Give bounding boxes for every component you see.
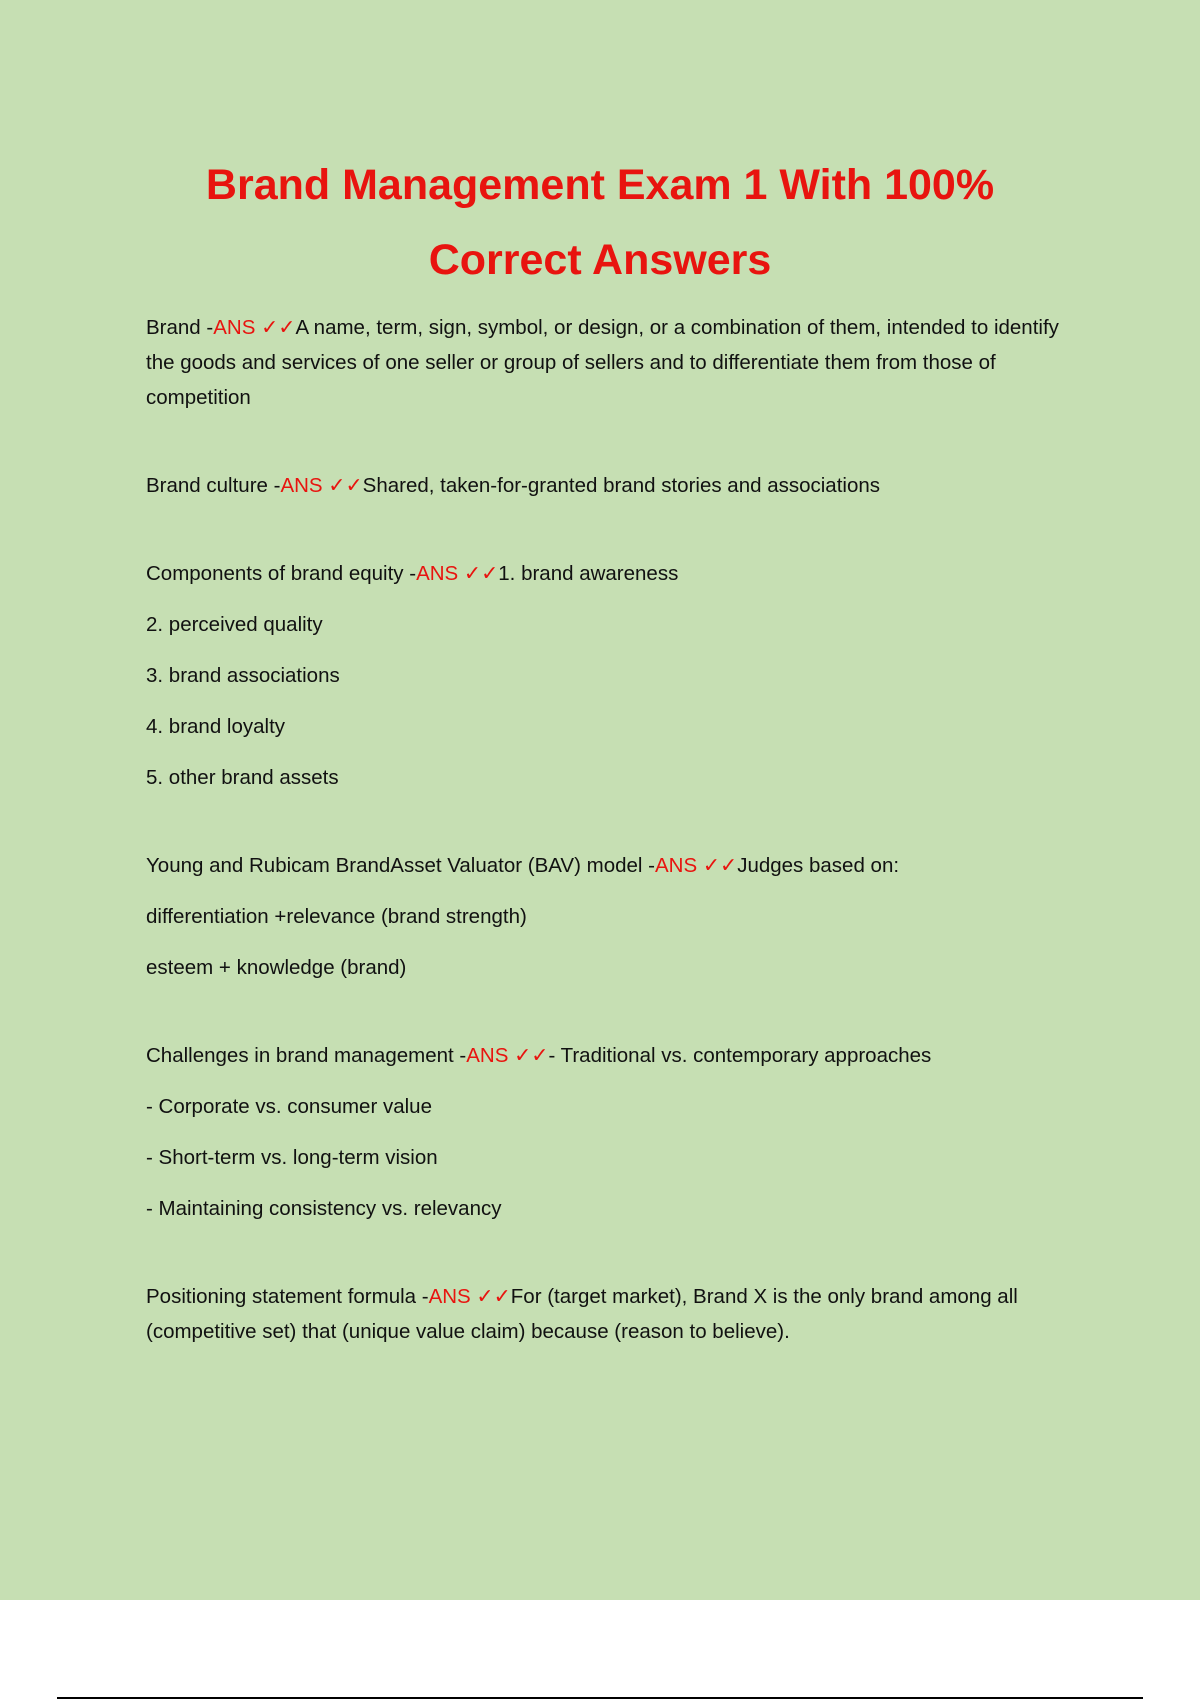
term: Components of brand equity - xyxy=(146,562,417,585)
qa-entry-positioning xyxy=(146,1279,1076,1349)
qa-entry-text xyxy=(146,1279,1076,1349)
list-item: esteem + knowledge (brand) xyxy=(146,956,407,979)
list-item: - Short-term vs. long-term vision xyxy=(146,1146,438,1169)
footer-rule xyxy=(57,1697,1143,1699)
ans-marker: ANS ✓✓ xyxy=(213,316,296,339)
ans-marker: ANS ✓✓ xyxy=(280,474,363,497)
list-item: 3. brand associations xyxy=(146,664,340,687)
qa-entry-bav-model xyxy=(146,848,1076,985)
title-line-2: Correct Answers xyxy=(428,236,772,284)
qa-entry-text xyxy=(146,556,1076,591)
term: Young and Rubicam BrandAsset Valuator (BAV) model - xyxy=(146,854,655,877)
list-item: 4. brand loyalty xyxy=(146,715,286,738)
ans-marker: ANS ✓✓ xyxy=(466,1044,549,1067)
list-item: - Maintaining consistency vs. relevancy xyxy=(146,1197,502,1220)
term: Positioning statement formula - xyxy=(146,1285,429,1308)
document-title xyxy=(0,148,1200,298)
qa-entry-challenges xyxy=(146,1038,1076,1226)
list-item: 2. perceived quality xyxy=(146,613,323,636)
answer: A name, term, sign, symbol, or design, or a combination of them, intended to identify the goods and services of one seller or group of sellers and to differentiate them from those of competition xyxy=(146,316,1059,409)
ans-marker: ANS ✓✓ xyxy=(428,1285,511,1308)
list-item: 5. other brand assets xyxy=(146,766,339,789)
term: Brand - xyxy=(146,316,214,339)
answer: For (target market), Brand X is the only brand among all (competitive set) that (unique value claim) because (reason to believe). xyxy=(146,1285,1018,1343)
qa-entry-brand-equity xyxy=(146,556,1076,795)
answer: - Traditional vs. contemporary approaches xyxy=(548,1044,932,1067)
qa-entry-text xyxy=(146,310,1076,415)
term: Challenges in brand management - xyxy=(146,1044,467,1067)
answer: Shared, taken-for-granted brand stories and associations xyxy=(362,474,881,497)
qa-entry-text xyxy=(146,468,1076,503)
qa-entry-brand-culture xyxy=(146,468,1076,503)
qa-list xyxy=(146,310,1076,1402)
ans-marker: ANS ✓✓ xyxy=(654,854,738,877)
qa-entry-brand xyxy=(146,310,1076,415)
list-item: - Corporate vs. consumer value xyxy=(146,1095,432,1118)
term: Brand culture - xyxy=(146,474,281,497)
qa-entry-text xyxy=(146,848,1076,883)
answer: Judges based on: xyxy=(737,854,900,877)
answer: 1. brand awareness xyxy=(498,562,679,585)
title-line-1: Brand Management Exam 1 With 100% xyxy=(205,161,995,209)
qa-entry-text xyxy=(146,1038,1076,1073)
ans-marker: ANS ✓✓ xyxy=(416,562,499,585)
list-item: differentiation +relevance (brand strength) xyxy=(146,905,527,928)
